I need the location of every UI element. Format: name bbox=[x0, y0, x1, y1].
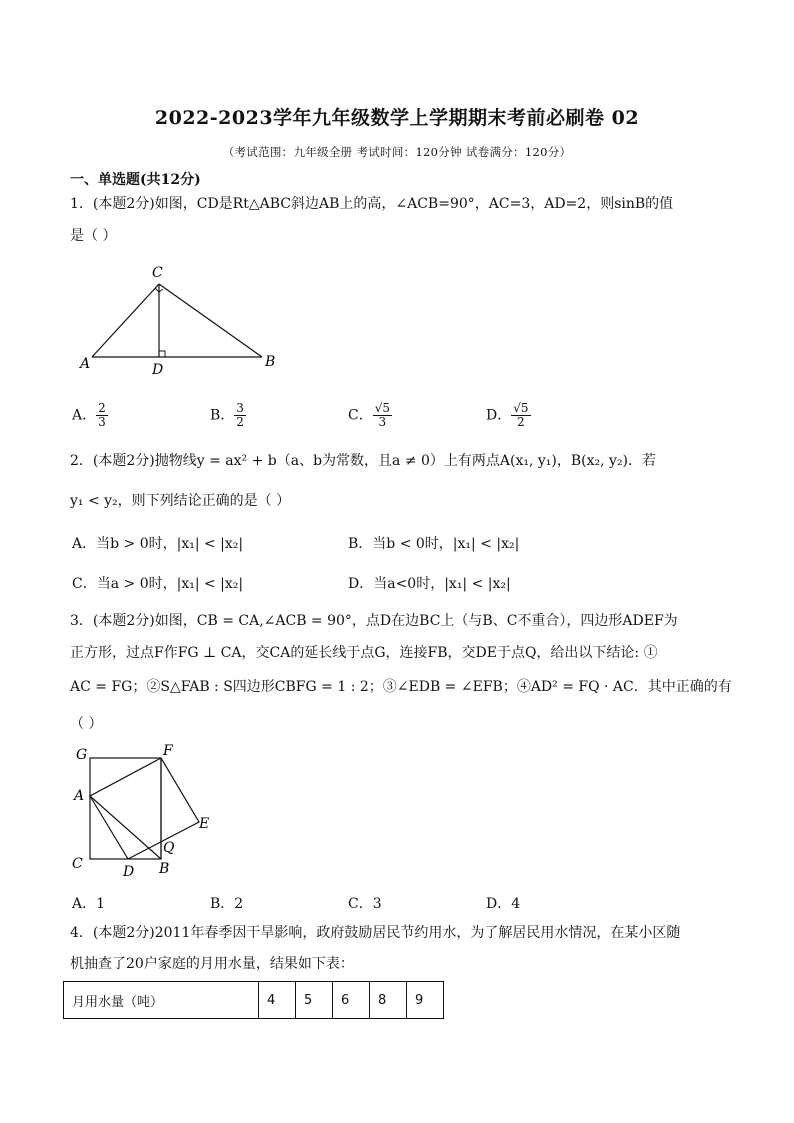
q3-square-figure bbox=[68, 740, 218, 880]
q3-option-c[interactable]: C．3 bbox=[348, 896, 382, 912]
table-cell: 5 bbox=[296, 982, 333, 1019]
label-c: C bbox=[72, 856, 83, 872]
q3-stem-line2: 正方形，过点F作FG ⊥ CA，交CA的延长线于点G，连接FB，交DE于点Q，给出以下结论: ① bbox=[70, 645, 658, 661]
table-cell: 8 bbox=[370, 982, 407, 1019]
q2-option-b[interactable]: B．当b < 0时，|x₁| < |x₂| bbox=[348, 536, 520, 552]
table-cell: 4 bbox=[259, 982, 296, 1019]
q3-option-b[interactable]: B．2 bbox=[210, 896, 244, 912]
q1-option-b[interactable]: B． $\frac{3}{2}$ bbox=[210, 401, 244, 429]
page-title: 2022-2023学年九年级数学上学期期末考前必刷卷 02 bbox=[154, 107, 640, 129]
label-a: A bbox=[80, 356, 91, 372]
label-g: G bbox=[76, 747, 88, 763]
label-f: F bbox=[163, 743, 173, 759]
q2-option-d[interactable]: D．当a<0时，|x₁| < |x₂| bbox=[348, 576, 511, 592]
q1-option-a[interactable]: A． $\frac{2}{3}$ bbox=[72, 401, 106, 429]
q3-stem-line4: （ ） bbox=[70, 716, 103, 732]
q2-option-a[interactable]: A．当b > 0时，|x₁| < |x₂| bbox=[72, 536, 244, 552]
table-header-cell: 月用水量（吨） bbox=[64, 982, 259, 1019]
q3-stem-line1: 3．(本题2分)如图，CB = CA,∠ACB = 90°，点D在边BC上（与B、C不重合），四边形ADEF为 bbox=[70, 613, 678, 629]
label-b: B bbox=[159, 861, 170, 877]
label-e: E bbox=[199, 816, 210, 832]
water-usage-table bbox=[63, 981, 444, 1019]
label-a: A bbox=[74, 788, 85, 804]
q2-stem-line2: y₁ < y₂，则下列结论正确的是（ ） bbox=[70, 493, 291, 509]
q3-option-a[interactable]: A．1 bbox=[72, 896, 106, 912]
q2-option-c[interactable]: C．当a > 0时，|x₁| < |x₂| bbox=[72, 576, 244, 592]
label-d: D bbox=[152, 362, 164, 377]
table-cell: 6 bbox=[333, 982, 370, 1019]
label-b: B bbox=[265, 354, 276, 370]
q1-option-d[interactable]: D． $\frac{√5}{2}$ bbox=[486, 401, 529, 429]
label-c: C bbox=[152, 265, 163, 281]
q1-triangle-figure bbox=[76, 262, 286, 377]
q3-option-d[interactable]: D．4 bbox=[486, 896, 521, 912]
table-cell: 9 bbox=[407, 982, 444, 1019]
label-d: D bbox=[123, 864, 135, 880]
q1-stem-line1: 1．(本题2分)如图，CD是Rt△ABC斜边AB上的高，∠ACB=90°，AC=3，AD=2，则sinB的值 bbox=[70, 196, 674, 212]
table-row bbox=[64, 982, 444, 1019]
q1-option-c[interactable]: C． $\frac{√5}{3}$ bbox=[348, 401, 390, 429]
q4-stem-line2: 机抽查了20户家庭的月用水量，结果如下表： bbox=[70, 956, 354, 972]
q4-stem-line1: 4．(本题2分)2011年春季因干旱影响，政府鼓励居民节约用水，为了解居民用水情况，在某小区随 bbox=[70, 925, 681, 941]
q1-stem-line2: 是（ ） bbox=[70, 228, 117, 244]
section-heading: 一、单选题(共12分) bbox=[70, 172, 201, 188]
q2-stem-line1: 2．(本题2分)抛物线y = ax² + b（a、b为常数，且a ≠ 0）上有两点A(x₁, y₁)，B(x₂, y₂)．若 bbox=[70, 453, 657, 469]
label-q: Q bbox=[163, 840, 175, 856]
exam-info: （考试范围：九年级全册 考试时间：120分钟 试卷满分：120分） bbox=[222, 145, 572, 159]
q3-stem-line3: AC = FG；②S△FAB : S四边形CBFG = 1 : 2；③∠EDB = ∠EFB；④AD² = FQ · AC．其中正确的有 bbox=[70, 679, 732, 695]
